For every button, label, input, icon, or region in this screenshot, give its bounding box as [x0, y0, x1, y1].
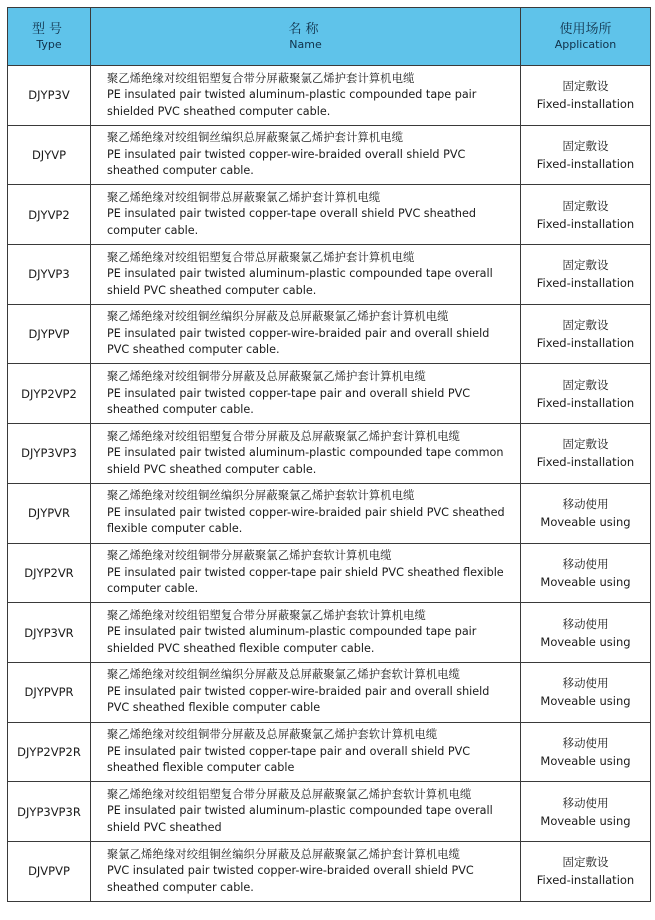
name-zh: 聚乙烯绝缘对绞组铝塑复合带分屏蔽及总屏蔽聚氯乙烯护套计算机电缆: [107, 429, 461, 443]
application-en: Moveable using: [540, 694, 631, 709]
name-en: PE insulated pair twisted copper-tape pair and overall shield PVC sheathed computer cable.: [107, 386, 471, 417]
name-zh: 聚乙烯绝缘对绞组铜丝编织分屏蔽及总屏蔽聚氯乙烯护套计算机电缆: [107, 310, 449, 324]
name-zh: 聚乙烯绝缘对绞组铜带总屏蔽聚氯乙烯护套计算机电缆: [107, 190, 381, 204]
application-en: Fixed-installation: [536, 97, 635, 112]
header-type-zh: 型号: [31, 21, 66, 37]
header-type-en: Type: [36, 37, 62, 51]
application-en: Fixed-installation: [536, 276, 635, 291]
application-zh: 移动使用: [562, 616, 609, 631]
type-cell: DJVPVP: [8, 841, 91, 901]
application-cell: [521, 722, 651, 782]
type-cell: DJYP2VR: [8, 543, 91, 603]
application-cell: [521, 424, 651, 484]
name-zh: 聚乙烯绝缘对绞组铜丝编织分屏蔽及总屏蔽聚氯乙烯护套软计算机电缆: [107, 668, 461, 682]
name-cell: [91, 245, 521, 305]
name-en: PE insulated pair twisted aluminum-plastic compounded tape pair shielded PVC sheathed computer cable.: [107, 88, 477, 118]
application-en: Moveable using: [540, 574, 631, 589]
type-cell: DJYVP: [8, 125, 91, 185]
application-en: Moveable using: [540, 515, 631, 530]
application-zh: 固定敷设: [562, 258, 609, 273]
type-cell: DJYPVPR: [8, 662, 91, 722]
table-row: [8, 66, 651, 126]
type-cell: DJYP3VP3R: [8, 782, 91, 842]
application-en: Moveable using: [540, 634, 631, 649]
name-cell: [91, 543, 521, 603]
table-row: [8, 841, 651, 901]
table-row: [8, 722, 651, 782]
name-en: PE insulated pair twisted aluminum-plastic compounded tape pair shielded PVC sheathed flexible computer cable.: [107, 625, 477, 655]
table-row: [8, 662, 651, 722]
name-en: PE insulated pair twisted copper-wire-braided pair and overall shield PVC sheathed computer cable.: [107, 326, 490, 357]
name-en: PVC insulated pair twisted copper-wire-braided overall shield PVC sheathed computer cable.: [107, 864, 474, 894]
header-name-zh: 名称: [288, 21, 323, 37]
application-cell: [521, 543, 651, 603]
application-en: Fixed-installation: [536, 873, 635, 888]
application-zh: 移动使用: [562, 735, 609, 750]
name-en: PE insulated pair twisted aluminum-plastic compounded tape common shield PVC sheathed computer cable.: [107, 446, 504, 476]
name-zh: 聚乙烯绝缘对绞组铜带分屏蔽聚氯乙烯护套软计算机电缆: [107, 549, 392, 563]
table-row: [8, 364, 651, 424]
name-zh: 聚乙烯绝缘对绞组铝塑复合带分屏蔽聚氯乙烯护套软计算机电缆: [107, 608, 426, 622]
application-zh: 移动使用: [562, 556, 609, 571]
application-en: Fixed-installation: [536, 216, 635, 231]
type-cell: DJYP3VR: [8, 603, 91, 663]
table-row: [8, 782, 651, 842]
name-en: PE insulated pair twisted aluminum-plastic compounded tape overall shield PVC sheathed computer cable.: [107, 267, 493, 297]
application-zh: 移动使用: [562, 795, 609, 810]
table-row: [8, 543, 651, 603]
application-zh: 固定敷设: [562, 855, 609, 870]
application-en: Moveable using: [540, 813, 631, 828]
header-type: [8, 8, 91, 66]
name-en: PE insulated pair twisted copper-wire-braided pair shield PVC sheathed flexible computer cable.: [107, 505, 505, 536]
type-cell: DJYP2VP2: [8, 364, 91, 424]
name-zh: 聚乙烯绝缘对绞组铝塑复合带分屏蔽及总屏蔽聚氯乙烯护套软计算机电缆: [107, 787, 472, 801]
application-cell: [521, 662, 651, 722]
application-cell: [521, 66, 651, 126]
name-en: PE insulated pair twisted copper-tape pair shield PVC sheathed flexible computer cable.: [107, 565, 504, 596]
name-cell: [91, 782, 521, 842]
header-name-en: Name: [289, 37, 322, 51]
name-en: PE insulated pair twisted copper-wire-braided pair and overall shield PVC sheathed flexible computer cable: [107, 684, 490, 715]
name-zh: 聚乙烯绝缘对绞组铝塑复合带总屏蔽聚氯乙烯护套计算机电缆: [107, 250, 415, 264]
name-cell: [91, 722, 521, 782]
table-header-row: [8, 8, 651, 66]
table-row: [8, 245, 651, 305]
header-app-en: Application: [554, 37, 617, 51]
application-en: Fixed-installation: [536, 455, 635, 470]
table-body: [8, 66, 651, 902]
name-en: PE insulated pair twisted copper-wire-braided overall shield PVC sheathed computer cable.: [107, 147, 466, 178]
type-cell: DJYVP2: [8, 185, 91, 245]
application-cell: [521, 245, 651, 305]
application-zh: 固定敷设: [562, 198, 609, 213]
application-zh: 移动使用: [562, 497, 609, 512]
name-zh: 聚乙烯绝缘对绞组铜丝编织分屏蔽聚氯乙烯护套软计算机电缆: [107, 489, 415, 503]
table-row: [8, 304, 651, 364]
table-row: [8, 483, 651, 543]
table-row: [8, 125, 651, 185]
name-zh: 聚乙烯绝缘对绞组铜带分屏蔽及总屏蔽聚氯乙烯护套软计算机电缆: [107, 728, 438, 742]
application-zh: 固定敷设: [562, 318, 609, 333]
cable-spec-sheet: [7, 7, 650, 902]
name-zh: 聚乙烯绝缘对绞组铝塑复合带分屏蔽聚氯乙烯护套计算机电缆: [107, 71, 415, 85]
application-zh: 固定敷设: [562, 139, 609, 154]
name-cell: [91, 66, 521, 126]
type-cell: DJYP3VP3: [8, 424, 91, 484]
application-zh: 固定敷设: [562, 437, 609, 452]
application-cell: [521, 185, 651, 245]
name-zh: 聚乙烯绝缘对绞组铜带分屏蔽及总屏蔽聚氯乙烯护套计算机电缆: [107, 370, 426, 384]
application-cell: [521, 483, 651, 543]
application-cell: [521, 304, 651, 364]
name-cell: [91, 125, 521, 185]
name-en: PE insulated pair twisted copper-tape overall shield PVC sheathed computer cable.: [107, 207, 476, 237]
application-en: Fixed-installation: [536, 395, 635, 410]
table-row: [8, 424, 651, 484]
type-cell: DJYPVP: [8, 304, 91, 364]
type-cell: DJYVP3: [8, 245, 91, 305]
name-cell: [91, 841, 521, 901]
application-en: Fixed-installation: [536, 157, 635, 172]
application-zh: 移动使用: [562, 676, 609, 691]
name-zh: 聚乙烯绝缘对绞组铜丝编织总屏蔽聚氯乙烯护套计算机电缆: [107, 131, 404, 145]
name-cell: [91, 364, 521, 424]
application-cell: [521, 841, 651, 901]
type-cell: DJYPVR: [8, 483, 91, 543]
name-en: PE insulated pair twisted aluminum-plastic compounded tape overall shield PVC sheathed: [107, 804, 493, 834]
application-en: Moveable using: [540, 753, 631, 768]
name-cell: [91, 603, 521, 663]
table-row: [8, 603, 651, 663]
cable-table: [7, 7, 651, 902]
application-zh: 固定敷设: [562, 377, 609, 392]
application-cell: [521, 603, 651, 663]
header-application: [521, 8, 651, 66]
type-cell: DJYP2VP2R: [8, 722, 91, 782]
header-app-zh: 使用场所: [559, 21, 612, 37]
table-row: [8, 185, 651, 245]
name-cell: [91, 662, 521, 722]
name-zh: 聚氯乙烯绝缘对绞组铜丝编织分屏蔽及总屏蔽聚氯乙烯护套计算机电缆: [107, 847, 461, 861]
type-cell: DJYP3V: [8, 66, 91, 126]
application-zh: 固定敷设: [562, 79, 609, 94]
header-name: [91, 8, 521, 66]
name-cell: [91, 304, 521, 364]
application-cell: [521, 125, 651, 185]
name-cell: [91, 483, 521, 543]
application-cell: [521, 364, 651, 424]
name-cell: [91, 424, 521, 484]
application-cell: [521, 782, 651, 842]
application-en: Fixed-installation: [536, 336, 635, 351]
name-cell: [91, 185, 521, 245]
name-en: PE insulated pair twisted copper-tape pair and overall shield PVC sheathed flexible computer cable: [107, 744, 471, 775]
